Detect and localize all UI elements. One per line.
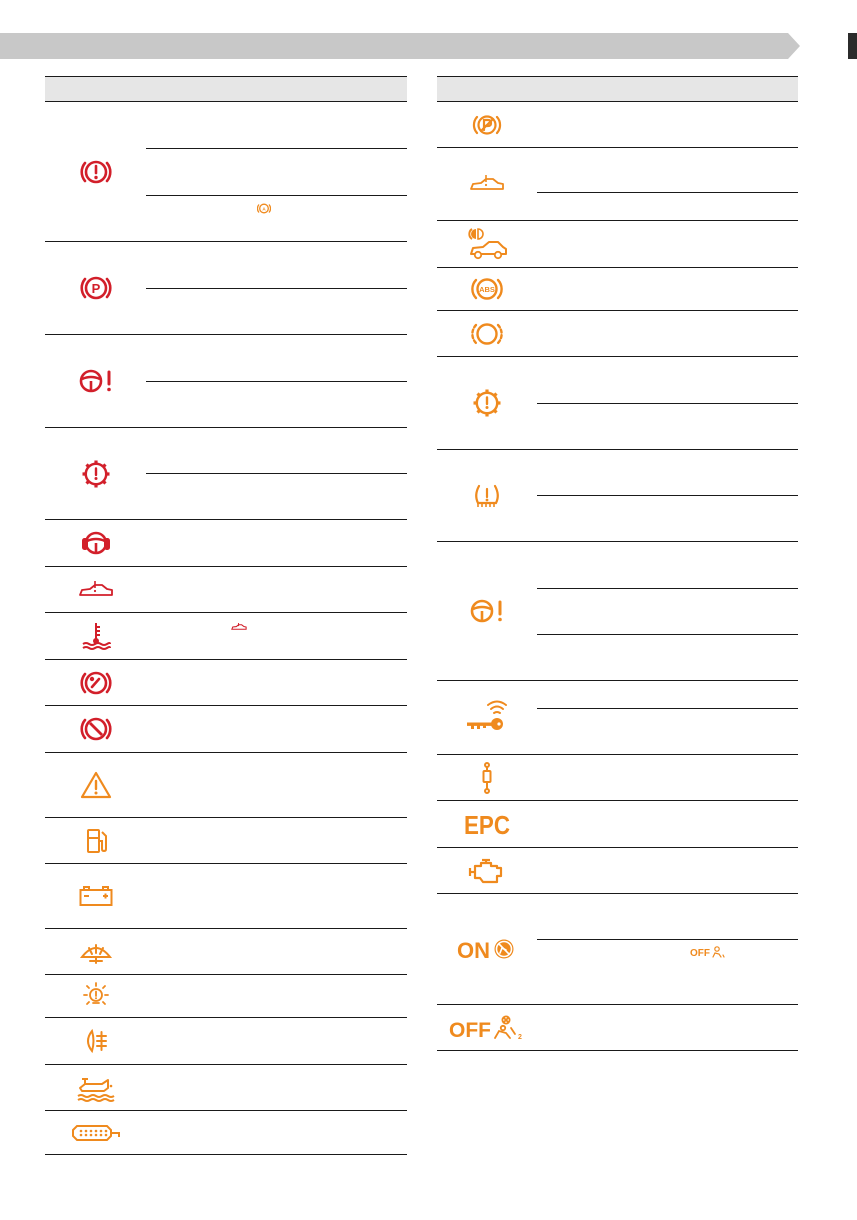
svg-text:2: 2 xyxy=(518,1033,522,1041)
page-edge-tab xyxy=(848,33,857,59)
row-divider xyxy=(146,288,407,289)
remote-key-icon xyxy=(437,681,537,754)
inline-door-open-icon xyxy=(231,619,247,637)
passenger-airbag-on-icon xyxy=(437,894,537,1004)
oil-level-icon xyxy=(45,1065,146,1110)
table-row xyxy=(437,1005,798,1051)
bulb-failure-icon xyxy=(45,975,146,1017)
table-row xyxy=(45,242,407,335)
steering-fault-icon xyxy=(437,542,537,680)
svg-text:OFF: OFF xyxy=(690,948,710,958)
steering-fault-icon xyxy=(45,335,146,427)
door-open-icon xyxy=(45,567,146,612)
door-open-icon xyxy=(437,148,537,220)
table-row xyxy=(437,102,798,148)
table-row xyxy=(45,1065,407,1111)
brake-pad-wear-icon xyxy=(45,706,146,752)
brake-pad-wear-icon xyxy=(437,311,537,356)
row-divider xyxy=(146,195,407,196)
table-row xyxy=(437,894,798,1005)
row-divider xyxy=(537,634,798,635)
svg-text:ABS: ABS xyxy=(479,284,495,294)
row-divider xyxy=(537,192,798,193)
table-row xyxy=(45,864,407,929)
coolant-temperature-icon xyxy=(45,613,146,659)
inline-parking-brake-auto-icon xyxy=(257,202,271,220)
rear-fog-light-icon xyxy=(45,1018,146,1064)
passenger-airbag-off-icon xyxy=(437,1005,537,1050)
row-divider xyxy=(146,473,407,474)
table-row xyxy=(45,102,407,242)
table-row xyxy=(437,311,798,357)
table-row xyxy=(45,929,407,975)
svg-text:OFF: OFF xyxy=(449,1018,492,1042)
tyre-pressure-icon xyxy=(437,450,537,541)
diesel-particulate-filter-icon xyxy=(45,1111,146,1154)
engine-check-icon xyxy=(437,848,537,893)
headlight-range-icon xyxy=(437,221,537,267)
fuel-reserve-icon xyxy=(45,818,146,863)
brake-booster-icon xyxy=(45,660,146,705)
table-row xyxy=(437,542,798,681)
gearbox-fault-icon xyxy=(45,428,146,519)
chapter-banner-arrow xyxy=(0,33,800,59)
abs-icon xyxy=(437,268,537,310)
warning-lights-table-right xyxy=(437,76,798,1051)
table-row xyxy=(45,1111,407,1155)
parking-brake-icon xyxy=(45,242,146,334)
svg-text:A: A xyxy=(262,206,266,212)
epc-icon xyxy=(437,801,537,847)
svg-text:P: P xyxy=(91,281,100,296)
table-row xyxy=(437,450,798,542)
table-row xyxy=(437,801,798,848)
table-row xyxy=(437,357,798,450)
row-divider xyxy=(537,403,798,404)
table-row xyxy=(45,753,407,818)
table-header xyxy=(45,76,407,102)
table-row xyxy=(45,706,407,753)
washer-fluid-icon xyxy=(45,929,146,974)
row-divider xyxy=(537,495,798,496)
steering-wheel-hands-icon xyxy=(45,520,146,566)
table-row xyxy=(45,660,407,706)
gearbox-fault-icon xyxy=(437,357,537,449)
chapter-banner xyxy=(0,33,800,59)
table-row xyxy=(45,335,407,428)
svg-text:EPC: EPC xyxy=(464,810,511,840)
table-row xyxy=(45,520,407,567)
table-row xyxy=(45,1018,407,1065)
parking-brake-auto-icon xyxy=(437,102,537,147)
svg-text:ON: ON xyxy=(457,938,490,963)
general-warning-triangle-icon xyxy=(45,753,146,817)
warning-lights-table-left xyxy=(45,76,407,1155)
table-row xyxy=(437,148,798,221)
row-divider xyxy=(146,381,407,382)
battery-icon xyxy=(45,864,146,928)
table-row xyxy=(437,755,798,801)
table-row xyxy=(45,818,407,864)
table-row xyxy=(437,848,798,894)
table-row xyxy=(437,221,798,268)
table-row xyxy=(45,613,407,660)
row-divider xyxy=(146,148,407,149)
table-row xyxy=(45,567,407,613)
row-divider xyxy=(537,588,798,589)
damper-icon xyxy=(437,755,537,800)
row-divider xyxy=(537,939,798,940)
table-row xyxy=(437,681,798,755)
table-row xyxy=(45,428,407,520)
table-row xyxy=(437,268,798,311)
table-header xyxy=(437,76,798,102)
inline-passenger-airbag-off-icon xyxy=(690,945,726,963)
table-row xyxy=(45,975,407,1018)
row-divider xyxy=(537,708,798,709)
brake-warning-icon xyxy=(45,102,146,241)
